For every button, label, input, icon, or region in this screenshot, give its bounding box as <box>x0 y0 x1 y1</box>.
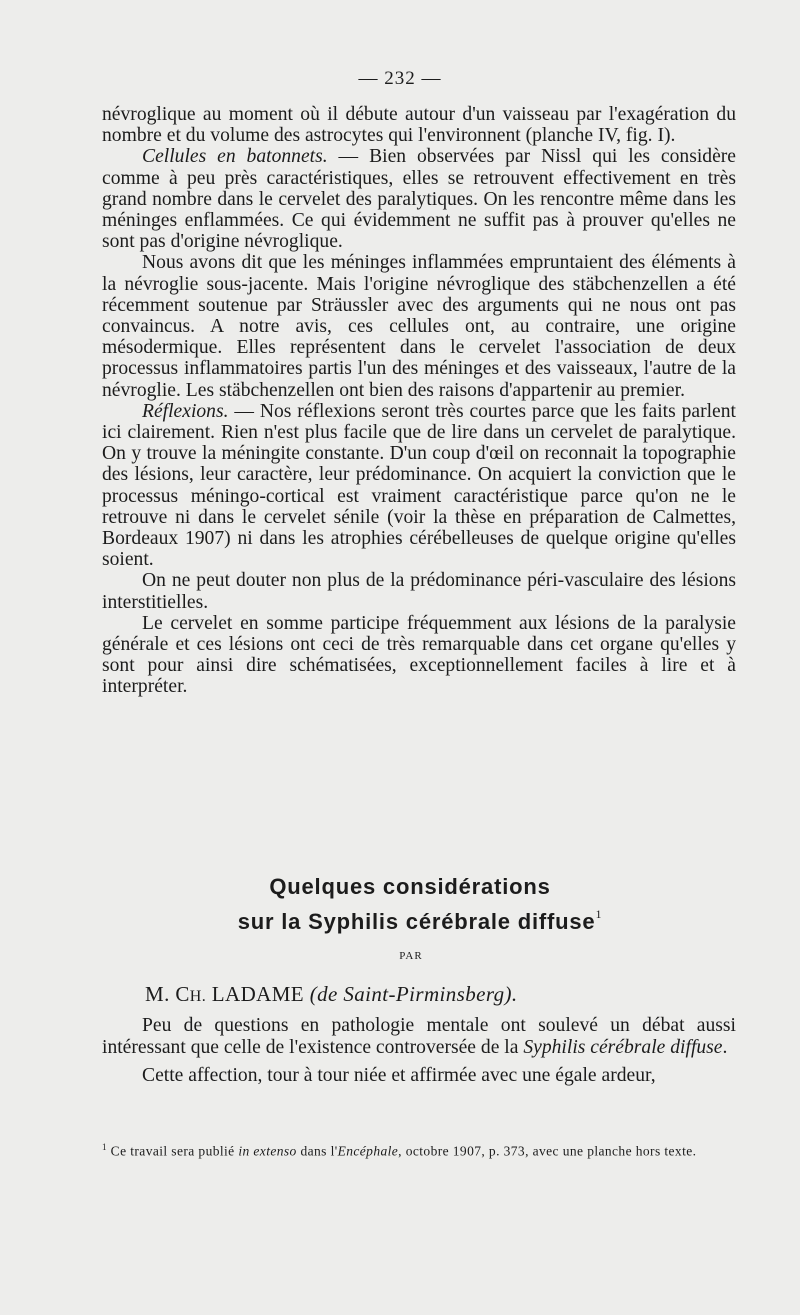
author-surname: LADAME <box>206 982 310 1006</box>
body-text <box>102 104 736 698</box>
page-number: — 232 — <box>358 68 442 89</box>
author-prefix: M. <box>145 982 176 1006</box>
article-title-line-2 <box>0 909 800 935</box>
author-affiliation: (de Saint-Pirminsberg). <box>309 982 518 1006</box>
paragraph-text: On ne peut douter non plus de la prédominance péri-vasculaire des lésions interstitielles. <box>102 570 736 613</box>
paragraph <box>102 401 736 571</box>
paragraph-lead: Cellules en batonnets. <box>142 146 328 168</box>
footnote-journal: Encéphale <box>337 1143 399 1159</box>
paragraph-text: — Bien observées par Nissl qui les considère comme à peu près caractéristiques, elles se retrouvent effectivement en très grand nombre dans le cervelet des paralytiques. On les rencontre même dans les méninges enflammées. Ce qui évidemment ne suffit pas à prouver qu'elles ne sont pas d'origine névroglique. <box>102 146 736 253</box>
paragraph <box>102 613 736 698</box>
author-initial-rest: H. <box>189 988 207 1005</box>
paragraph <box>102 1015 736 1059</box>
paragraph <box>102 570 736 612</box>
paragraph <box>102 104 736 146</box>
paragraph-end: . <box>722 1037 728 1058</box>
paragraph-text: Nous avons dit que les méninges inflammées empruntaient des éléments à la névroglie sous-jacente. Mais l'origine névroglique des stäbchenzellen a été récemment soutenue par Sträussler avec des arguments qui ne nous ont pas convaincus. A notre avis, ces cellules ont, au contraire, une origine mésodermique. Elles représentent dans le cervelet l'association de deux processus inflammatoires partis l'un des méninges et des vaisseaux, l'autre de la névroglie. Les stäbchenzellen ont bien des raisons d'appartenir au premier. <box>102 252 736 401</box>
author-line <box>145 982 518 1007</box>
paragraph <box>102 1065 736 1087</box>
paragraph-text: Le cervelet en somme participe fréquemment aux lésions de la paralysie générale et ces lésions ont ceci de très remarquable dans cet organe qu'elles y sont pour ainsi dire schématisées, exceptionnellement faciles à lire et à interpréter. <box>102 612 736 698</box>
footnote-text: dans l' <box>296 1143 338 1159</box>
footnote-text: Ce travail sera publié <box>106 1143 239 1159</box>
footnote <box>102 1138 736 1161</box>
emphasis: Syphilis cérébrale diffuse <box>523 1037 723 1058</box>
paragraph-text: Peu de questions en pathologie mentale ont soulevé un débat aussi intéressant que celle de l'existence controversée de la <box>102 1015 736 1058</box>
footnote-text: , octobre 1907, p. 373, avec une planche hors texte. <box>398 1143 697 1159</box>
paragraph-lead: Réflexions. <box>142 400 229 422</box>
paragraph-text: névroglique au moment où il débute autour d'un vaisseau par l'exagération du nombre et du volume des astrocytes qui l'environnent (planche IV, fig. I). <box>102 104 736 147</box>
article-title-text: sur la Syphilis cérébrale diffuse <box>237 909 596 934</box>
paragraph <box>102 252 736 400</box>
footnote-mark: 1 <box>595 907 603 921</box>
author-initial: C <box>175 982 190 1006</box>
footnote-number: 1 <box>102 1142 107 1152</box>
footnote-emphasis: in extenso <box>238 1143 297 1159</box>
paragraph-text: — Nos réflexions seront très courtes parce que les faits parlent ici clairement. Rien n'est plus facile que de lire dans un cervelet de paralytique. On y trouve la méningite constante. D'un coup d'œil on reconnait la topographie des lésions, leur caractère, leur prédominance. On acquiert la conviction que le processus méningo-cortical est vraiment caractéristique parce qu'on ne le retrouve ni dans le cervelet sénile (voir la thèse en préparation de Calmettes, Bordeaux 1907) ni dans les atrophies cérébelleuses de quelque origine qu'elles soient. <box>102 400 736 571</box>
paragraph-text: Cette affection, tour à tour niée et affirmée avec une égale ardeur, <box>142 1065 656 1086</box>
article-title-line-1: Quelques considérations <box>269 874 551 899</box>
intro-text <box>102 1015 736 1087</box>
paragraph <box>102 146 736 252</box>
by-label: PAR <box>399 950 423 962</box>
